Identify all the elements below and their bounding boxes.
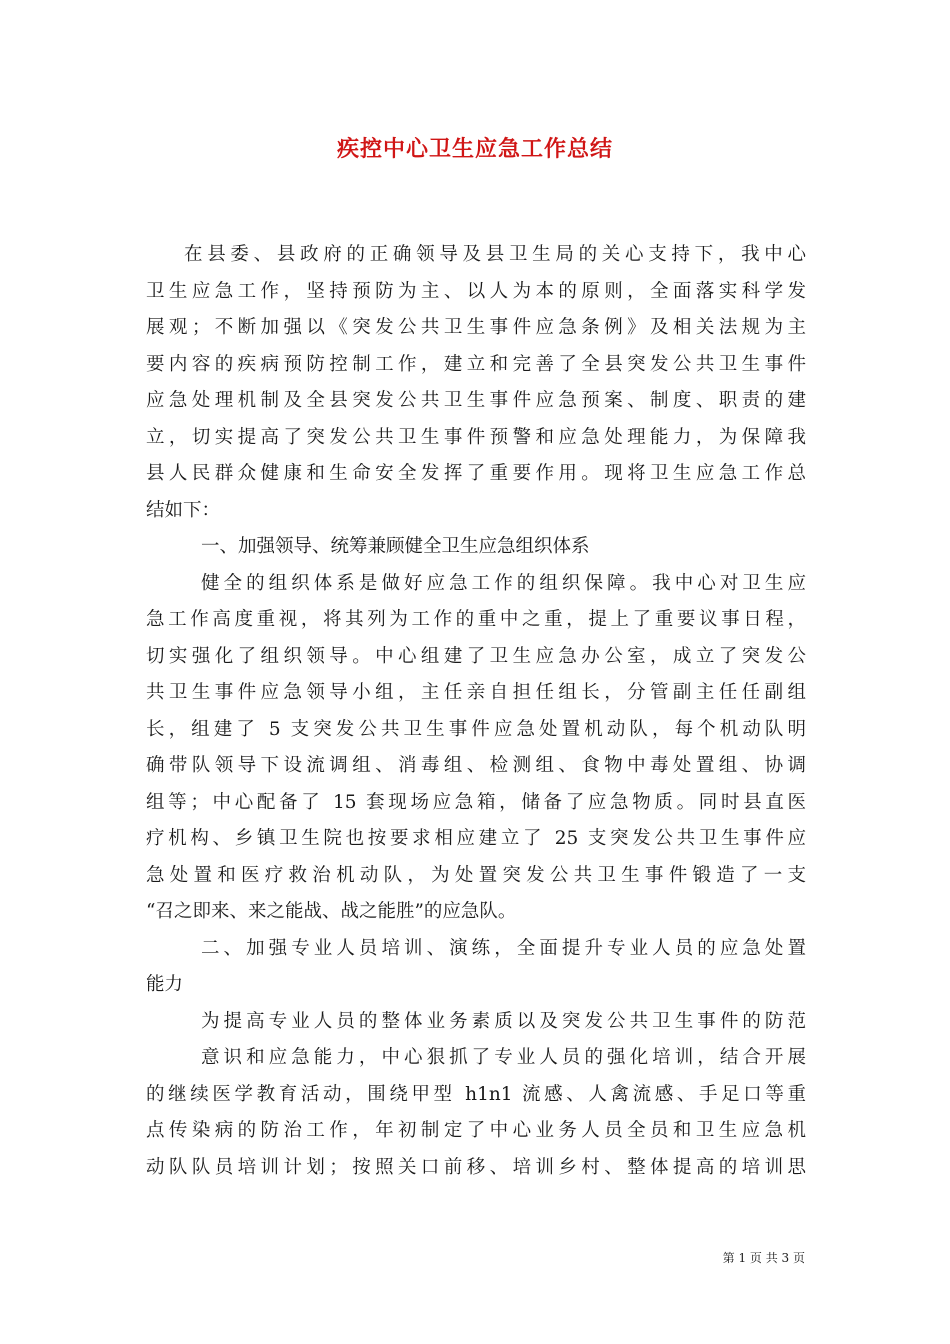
paragraph-line: 长，组建了 5 支突发公共卫生事件应急处置机动队，每个机动队明	[146, 718, 806, 740]
paragraph-line: 县人民群众健康和生命安全发挥了重要作用。现将卫生应急工作总	[146, 463, 806, 484]
page-number: 第 1 页 共 3 页	[722, 1251, 805, 1265]
paragraph-line: 的继续医学教育活动，围绕甲型 h1n1 流感、人禽流感、手足口等重	[146, 1083, 806, 1105]
paragraph-line: 展观；不断加强以《突发公共卫生事件应急条例》及相关法规为主	[146, 317, 806, 338]
paragraph-line: 急工作高度重视，将其列为工作的重中之重，提上了重要议事日程，	[146, 609, 806, 630]
paragraph-line: 卫生应急工作，坚持预防为主、以人为本的原则，全面落实科学发	[146, 280, 806, 302]
paragraph-line: 意识和应急能力，中心狠抓了专业人员的强化培训，结合开展	[201, 1047, 806, 1068]
section-heading-2: 二、加强专业人员培训、演练，全面提升专业人员的应急处置	[201, 937, 806, 959]
paragraph-line: 确带队领导下设流调组、消毒组、检测组、食物中毒处置组、协调	[146, 755, 806, 776]
document-title: 疾控中心卫生应急工作总结	[336, 136, 613, 162]
document-body	[146, 237, 806, 1186]
paragraph-line: 结如下：	[146, 499, 221, 521]
paragraph-line: 共卫生事件应急领导小组，主任亲自担任组长，分管副主任任副组	[146, 682, 806, 703]
paragraph-line: 在县委、县政府的正确领导及县卫生局的关心支持下，我中心	[184, 244, 806, 265]
paragraph-line: 立，切实提高了突发公共卫生事件预警和应急处理能力，为保障我	[146, 426, 806, 448]
paragraph-line: 急处置和医疗救治机动队，为处置突发公共卫生事件锻造了一支	[146, 864, 806, 886]
section-heading-2-cont: 能力	[146, 974, 184, 995]
paragraph-line: 疗机构、乡镇卫生院也按要求相应建立了 25 支突发公共卫生事件应	[146, 828, 806, 849]
paragraph-line: 应急处理机制及全县突发公共卫生事件应急预案、制度、职责的建	[146, 390, 806, 411]
paragraph-line: 要内容的疾病预防控制工作，建立和完善了全县突发公共卫生事件	[146, 353, 806, 375]
paragraph-line: 动队队员培训计划；按照关口前移、培训乡村、整体提高的培训思	[146, 1156, 806, 1178]
paragraph-line: 为提高专业人员的整体业务素质以及突发公共卫生事件的防范	[201, 1010, 806, 1032]
section-heading-1: 一、加强领导、统筹兼顾健全卫生应急组织体系	[201, 536, 590, 557]
paragraph-line: 点传染病的防治工作，年初制定了中心业务人员全员和卫生应急机	[146, 1120, 806, 1141]
paragraph-line: 切实强化了组织领导。中心组建了卫生应急办公室，成立了突发公	[146, 645, 806, 667]
paragraph-line: 组等；中心配备了 15 套现场应急箱，储备了应急物质。同时县直医	[146, 791, 806, 813]
paragraph-line: “召之即来、来之能战、战之能胜”的应急队。	[146, 901, 517, 922]
paragraph-line: 健全的组织体系是做好应急工作的组织保障。我中心对卫生应	[201, 572, 806, 594]
